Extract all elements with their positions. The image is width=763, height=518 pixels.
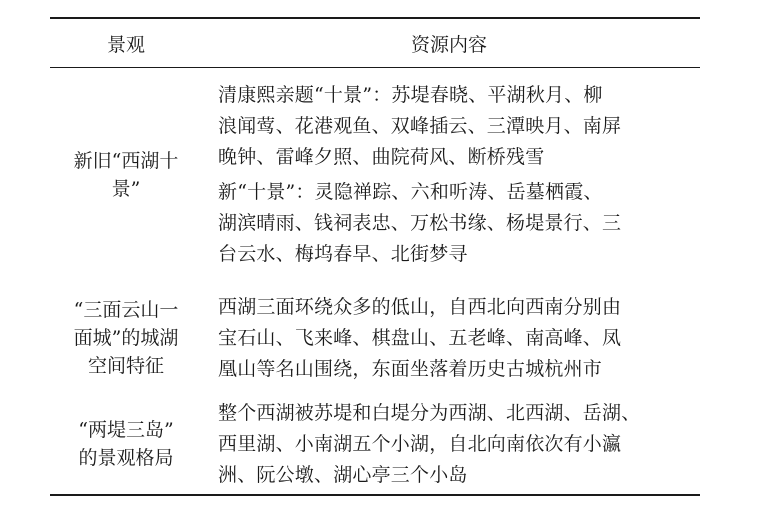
content-paragraph [218,177,696,270]
landscape-text: “三面云山一 [73,299,179,321]
landscape-cell [50,416,202,472]
landscape-text: 面城”的城湖 [73,327,179,349]
content-line: 新“十景”：灵隐禅踪、六和听涛、岳墓栖霞、 [218,181,603,203]
header-resource-content: 资源内容 [410,33,487,56]
content-paragraph [218,292,696,385]
content-line: 湖滨晴雨、钱祠表忠、万松书缘、杨堤景行、三 [218,212,622,234]
content-cell [202,398,700,491]
table-header [50,19,700,67]
content-line: 清康熙亲题“十景”：苏堤春晓、平湖秋月、柳 [218,84,603,106]
content-line: 西里湖、小南湖五个小湖，自北向南依次有小瀛 [218,432,622,455]
content-cell [202,80,700,270]
landscape-cell [50,296,202,380]
table-row [50,394,700,494]
content-cell [202,292,700,385]
content-line: 洲、阮公墩、湖心亭三个小岛 [218,463,468,486]
content-line: 西湖三面环绕众多的低山，自西北向西南分别由 [218,295,622,318]
content-line: 整个西湖被苏堤和白堤分为西湖、北西湖、岳湖、 [218,401,641,424]
table-row [50,282,700,394]
landscape-text: 的景观格局 [78,447,174,469]
content-line: 台云水、梅坞春早、北街梦寻 [218,243,468,265]
header-landscape: 景观 [106,33,145,56]
content-line: 浪闻莺、花港观鱼、双峰插云、三潭映月、南屏 [218,115,622,137]
landscape-text: 空间特征 [87,355,164,377]
table-row [50,68,700,282]
content-line: 凰山等名山围绕，东面坐落着历史古城杭州市 [218,357,603,380]
content-paragraph [218,80,696,173]
content-line: 晚钟、雷峰夕照、曲院荷风、断桥残雪 [218,146,545,168]
landscape-text: 新旧“西湖十 [73,150,179,172]
bottom-rule [50,494,700,496]
content-line: 宝石山、飞来峰、棋盘山、五老峰、南高峰、凤 [218,326,622,349]
landscape-text: 景” [111,178,141,200]
landscape-cell [50,147,202,203]
landscape-resource-table [50,17,700,496]
landscape-text: “两堤三岛” [78,419,174,441]
content-paragraph [218,398,696,491]
